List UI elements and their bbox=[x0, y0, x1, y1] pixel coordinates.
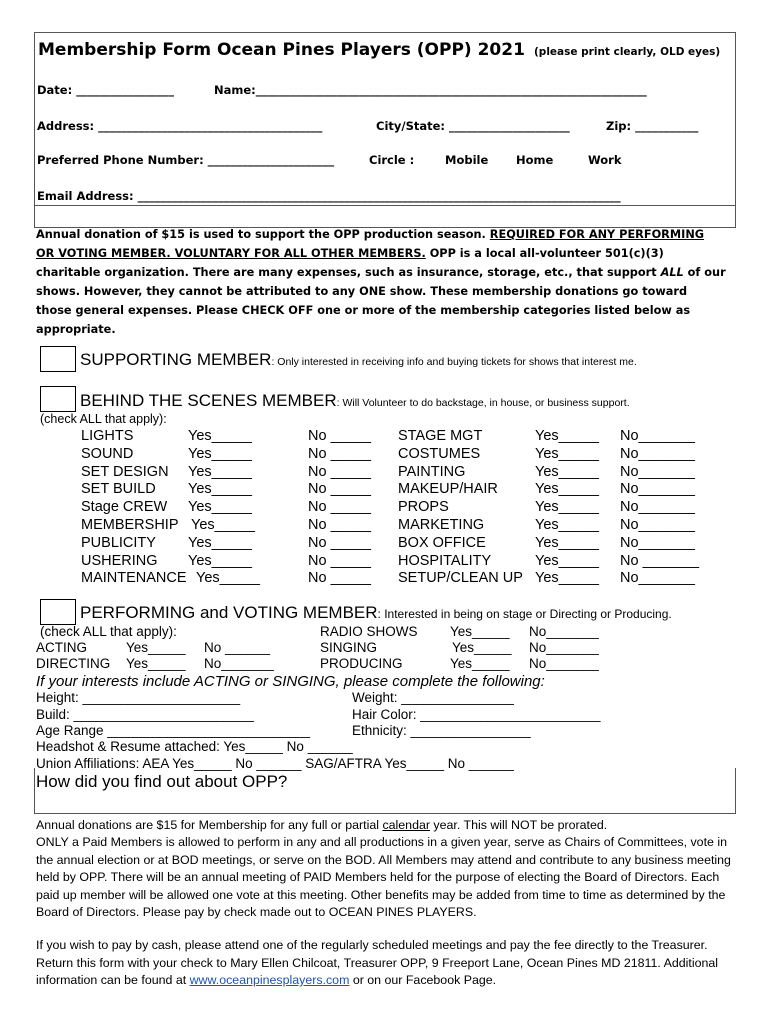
circle-label: Circle : bbox=[369, 153, 415, 167]
directing-no[interactable]: No_______ bbox=[204, 656, 274, 671]
donation-text-1: Annual donation of $15 is used to support the OPP production season. bbox=[36, 228, 486, 241]
performing-title: PERFORMING and VOTING MEMBER bbox=[80, 603, 378, 622]
behind-right-label-6: BOX OFFICE bbox=[398, 534, 486, 551]
date-field[interactable]: Date: _________________ bbox=[37, 83, 174, 97]
behind-right-yes-4[interactable]: Yes_____ bbox=[535, 499, 599, 516]
behind-right-label-2: PAINTING bbox=[398, 463, 466, 480]
supporting-title: SUPPORTING MEMBER bbox=[80, 350, 272, 369]
singing-yes[interactable]: Yes_____ bbox=[452, 640, 512, 655]
behind-right-yes-6[interactable]: Yes_____ bbox=[535, 534, 599, 551]
behind-left-yes-8[interactable]: Yes_____ bbox=[196, 570, 260, 587]
behind-right-yes-2[interactable]: Yes_____ bbox=[535, 463, 599, 480]
behind-right-no-8[interactable]: No_______ bbox=[620, 570, 695, 587]
email-field[interactable]: Email Address: ____________________________________________________________________________________ bbox=[37, 189, 621, 203]
behind-left-label-2: SET DESIGN bbox=[81, 463, 169, 480]
behind-left-yes-3[interactable]: Yes_____ bbox=[188, 481, 252, 498]
behind-left-no-8[interactable]: No _____ bbox=[308, 570, 371, 587]
radio-shows-label: RADIO SHOWS bbox=[320, 624, 418, 639]
behind-left-no-2[interactable]: No _____ bbox=[308, 463, 371, 480]
behind-right-yes-5[interactable]: Yes_____ bbox=[535, 517, 599, 533]
behind-right-no-6[interactable]: No_______ bbox=[620, 534, 695, 551]
singing-no[interactable]: No_______ bbox=[529, 640, 599, 655]
union-field[interactable]: Union Affiliations: AEA Yes_____ No ______ SAG/AFTRA Yes_____ No ______ bbox=[36, 756, 514, 771]
behind-right-no-2[interactable]: No_______ bbox=[620, 463, 695, 480]
age-range-field[interactable]: Age Range ___________________________ bbox=[36, 723, 311, 738]
behind-left-label-3: SET BUILD bbox=[81, 481, 156, 498]
behind-right-label-4: PROPS bbox=[398, 499, 449, 516]
supporting-desc: : Only interested in receiving info and buying tickets for shows that interest me. bbox=[271, 356, 637, 368]
behind-title: BEHIND THE SCENES MEMBER bbox=[80, 391, 337, 410]
behind-check-all: (check ALL that apply): bbox=[40, 412, 167, 426]
zip-field[interactable]: Zip: ___________ bbox=[606, 119, 699, 133]
behind-left-no-6[interactable]: No _____ bbox=[308, 534, 371, 551]
behind-left-no-4[interactable]: No _____ bbox=[308, 499, 371, 516]
donation-text-2: OPP is a local all-volunteer 501(c)(3) charitable organization. There are many expenses, such as insurance, storage, etc., that support bbox=[36, 247, 664, 279]
supporting-row bbox=[80, 350, 637, 370]
name-field[interactable]: Name:____________________________________________________________________ bbox=[214, 83, 647, 97]
behind-right-yes-0[interactable]: Yes_____ bbox=[535, 428, 599, 444]
behind-right-yes-3[interactable]: Yes_____ bbox=[535, 481, 599, 498]
interests-heading: If your interests include ACTING or SINGING, please complete the following: bbox=[36, 673, 545, 690]
footer-line1a: Annual donations are $15 for Membership for any full or partial bbox=[36, 818, 383, 832]
height-field[interactable]: Height: _____________________ bbox=[36, 690, 241, 705]
producing-label: PRODUCING bbox=[320, 656, 403, 671]
acting-no[interactable]: No ______ bbox=[204, 640, 271, 655]
donation-text-3: of our shows. However, they cannot be attributed to any ONE show. These membership donations go toward those general expenses. Please CHECK OFF one or more of the membership categories listed below as appropriate. bbox=[36, 266, 726, 336]
donation-paragraph bbox=[36, 225, 726, 339]
behind-left-no-3[interactable]: No _____ bbox=[308, 481, 371, 498]
donation-all: ALL bbox=[660, 266, 684, 279]
behind-right-label-5: MARKETING bbox=[398, 517, 485, 533]
performing-check-all: (check ALL that apply): bbox=[40, 624, 177, 639]
behind-right-yes-1[interactable]: Yes_____ bbox=[535, 445, 599, 462]
form-title: Membership Form Ocean Pines Players (OPP) 2021 bbox=[38, 40, 525, 60]
behind-left-label-6: PUBLICITY bbox=[81, 534, 156, 551]
behind-scenes-checkbox[interactable] bbox=[40, 386, 76, 412]
phone-type-home[interactable]: Home bbox=[516, 153, 554, 167]
behind-left-label-1: SOUND bbox=[81, 445, 134, 462]
directing-label: DIRECTING bbox=[36, 656, 111, 671]
behind-right-no-3[interactable]: No_______ bbox=[620, 481, 695, 498]
behind-right-yes-7[interactable]: Yes_____ bbox=[535, 552, 599, 569]
footer-paragraph-3 bbox=[36, 937, 736, 990]
behind-left-yes-0[interactable]: Yes_____ bbox=[188, 428, 252, 444]
behind-left-no-5[interactable]: No _____ bbox=[308, 517, 371, 533]
how-question: How did you find out about OPP? bbox=[36, 772, 288, 791]
behind-left-no-0[interactable]: No _____ bbox=[308, 428, 371, 444]
behind-right-no-7[interactable]: No _______ bbox=[620, 552, 700, 569]
footer-paragraph-1 bbox=[36, 817, 736, 835]
city-state-field[interactable]: City/State: _____________________ bbox=[376, 119, 570, 133]
performing-checkbox[interactable] bbox=[40, 599, 76, 625]
behind-left-yes-7[interactable]: Yes_____ bbox=[188, 552, 252, 569]
form-note: (please print clearly, OLD eyes) bbox=[534, 46, 721, 58]
behind-left-label-4: Stage CREW bbox=[81, 499, 168, 516]
phone-field[interactable]: Preferred Phone Number: ______________________ bbox=[37, 153, 335, 167]
directing-yes[interactable]: Yes_____ bbox=[126, 656, 186, 671]
phone-type-mobile[interactable]: Mobile bbox=[445, 153, 489, 167]
footer-line1b: year. This will NOT be prorated. bbox=[429, 818, 608, 832]
behind-right-yes-8[interactable]: Yes_____ bbox=[535, 570, 599, 587]
radio-shows-no[interactable]: No_______ bbox=[529, 624, 599, 639]
headshot-field[interactable]: Headshot & Resume attached: Yes_____ No ______ bbox=[36, 739, 353, 754]
behind-row bbox=[80, 391, 630, 411]
address-field[interactable]: Address: _______________________________________ bbox=[37, 119, 323, 133]
footer-line3b: or on our Facebook Page. bbox=[349, 973, 497, 987]
singing-label: SINGING bbox=[320, 640, 378, 655]
hair-color-field[interactable]: Hair Color: ________________________ bbox=[352, 707, 601, 722]
website-link[interactable]: www.oceanpinesplayers.com bbox=[189, 973, 350, 987]
performing-desc: : Interested in being on stage or Directing or Producing. bbox=[377, 607, 672, 621]
behind-left-yes-5[interactable]: Yes_____ bbox=[191, 517, 255, 533]
behind-desc: : Will Volunteer to do backstage, in house, or business support. bbox=[336, 397, 630, 409]
how-answer-box[interactable] bbox=[34, 768, 736, 814]
footer-paragraph-2: ONLY a Paid Members is allowed to perform in any and all productions in a given year, serve as Chairs of Committees, vote in the annual election or at BOD meetings, or serve on the BOD. All Members may attend and contribute to any business meeting held by OPP. There will be an annual meeting of PAID Members held for the purpose of electing the Board of Directors. Each paid up member will be allowed one vote at this meeting. Other benefits may be added from time to time as determined by the Board of Directors. Please pay by check made out to OCEAN PINES PLAYERS. bbox=[36, 835, 731, 919]
radio-shows-yes[interactable]: Yes_____ bbox=[450, 624, 510, 639]
build-field[interactable]: Build: ________________________ bbox=[36, 707, 254, 722]
behind-right-label-7: HOSPITALITY bbox=[398, 552, 492, 569]
weight-field[interactable]: Weight: _______________ bbox=[352, 690, 514, 705]
acting-yes[interactable]: Yes_____ bbox=[126, 640, 186, 655]
producing-no[interactable]: No_______ bbox=[529, 656, 599, 671]
behind-right-label-3: MAKEUP/HAIR bbox=[398, 481, 498, 498]
donation-required: REQUIRED FOR ANY PERFORMING OR VOTING MEMBER. VOLUNTARY FOR ALL OTHER MEMBERS. bbox=[36, 228, 705, 260]
behind-left-label-8: MAINTENANCE bbox=[81, 570, 187, 587]
behind-left-yes-6[interactable]: Yes_____ bbox=[188, 534, 252, 551]
behind-left-label-7: USHERING bbox=[81, 552, 158, 569]
behind-right-no-5[interactable]: No_______ bbox=[620, 517, 695, 533]
behind-right-label-0: STAGE MGT bbox=[398, 428, 483, 444]
behind-left-yes-2[interactable]: Yes_____ bbox=[188, 463, 252, 480]
acting-label: ACTING bbox=[36, 640, 88, 655]
supporting-checkbox[interactable] bbox=[40, 346, 76, 372]
behind-right-no-0[interactable]: No_______ bbox=[620, 428, 695, 444]
behind-left-no-1[interactable]: No _____ bbox=[308, 445, 371, 462]
footer-calendar: calendar bbox=[382, 818, 430, 832]
behind-left-label-5: MEMBERSHIP bbox=[81, 517, 179, 533]
behind-left-yes-4[interactable]: Yes_____ bbox=[188, 499, 252, 516]
behind-right-no-4[interactable]: No_______ bbox=[620, 499, 695, 516]
behind-right-label-1: COSTUMES bbox=[398, 445, 481, 462]
behind-left-yes-1[interactable]: Yes_____ bbox=[188, 445, 252, 462]
footer-line3: If you wish to pay by cash, please attend one of the regularly scheduled meetings and pay the fee directly to the Treasurer. Return this form with your check to Mary Ellen Chilcoat, Treasurer OPP, 9 Freeport Lane, Ocean Pines MD 21811. Additional information can be found at bbox=[36, 938, 719, 987]
performing-row bbox=[80, 603, 672, 623]
ethnicity-field[interactable]: Ethnicity: ________________ bbox=[352, 723, 531, 738]
behind-left-no-7[interactable]: No _____ bbox=[308, 552, 371, 569]
behind-right-label-8: SETUP/CLEAN UP bbox=[398, 570, 523, 587]
behind-left-label-0: LIGHTS bbox=[81, 428, 134, 444]
phone-type-work[interactable]: Work bbox=[588, 153, 622, 167]
behind-right-no-1[interactable]: No_______ bbox=[620, 445, 695, 462]
producing-yes[interactable]: Yes_____ bbox=[450, 656, 510, 671]
